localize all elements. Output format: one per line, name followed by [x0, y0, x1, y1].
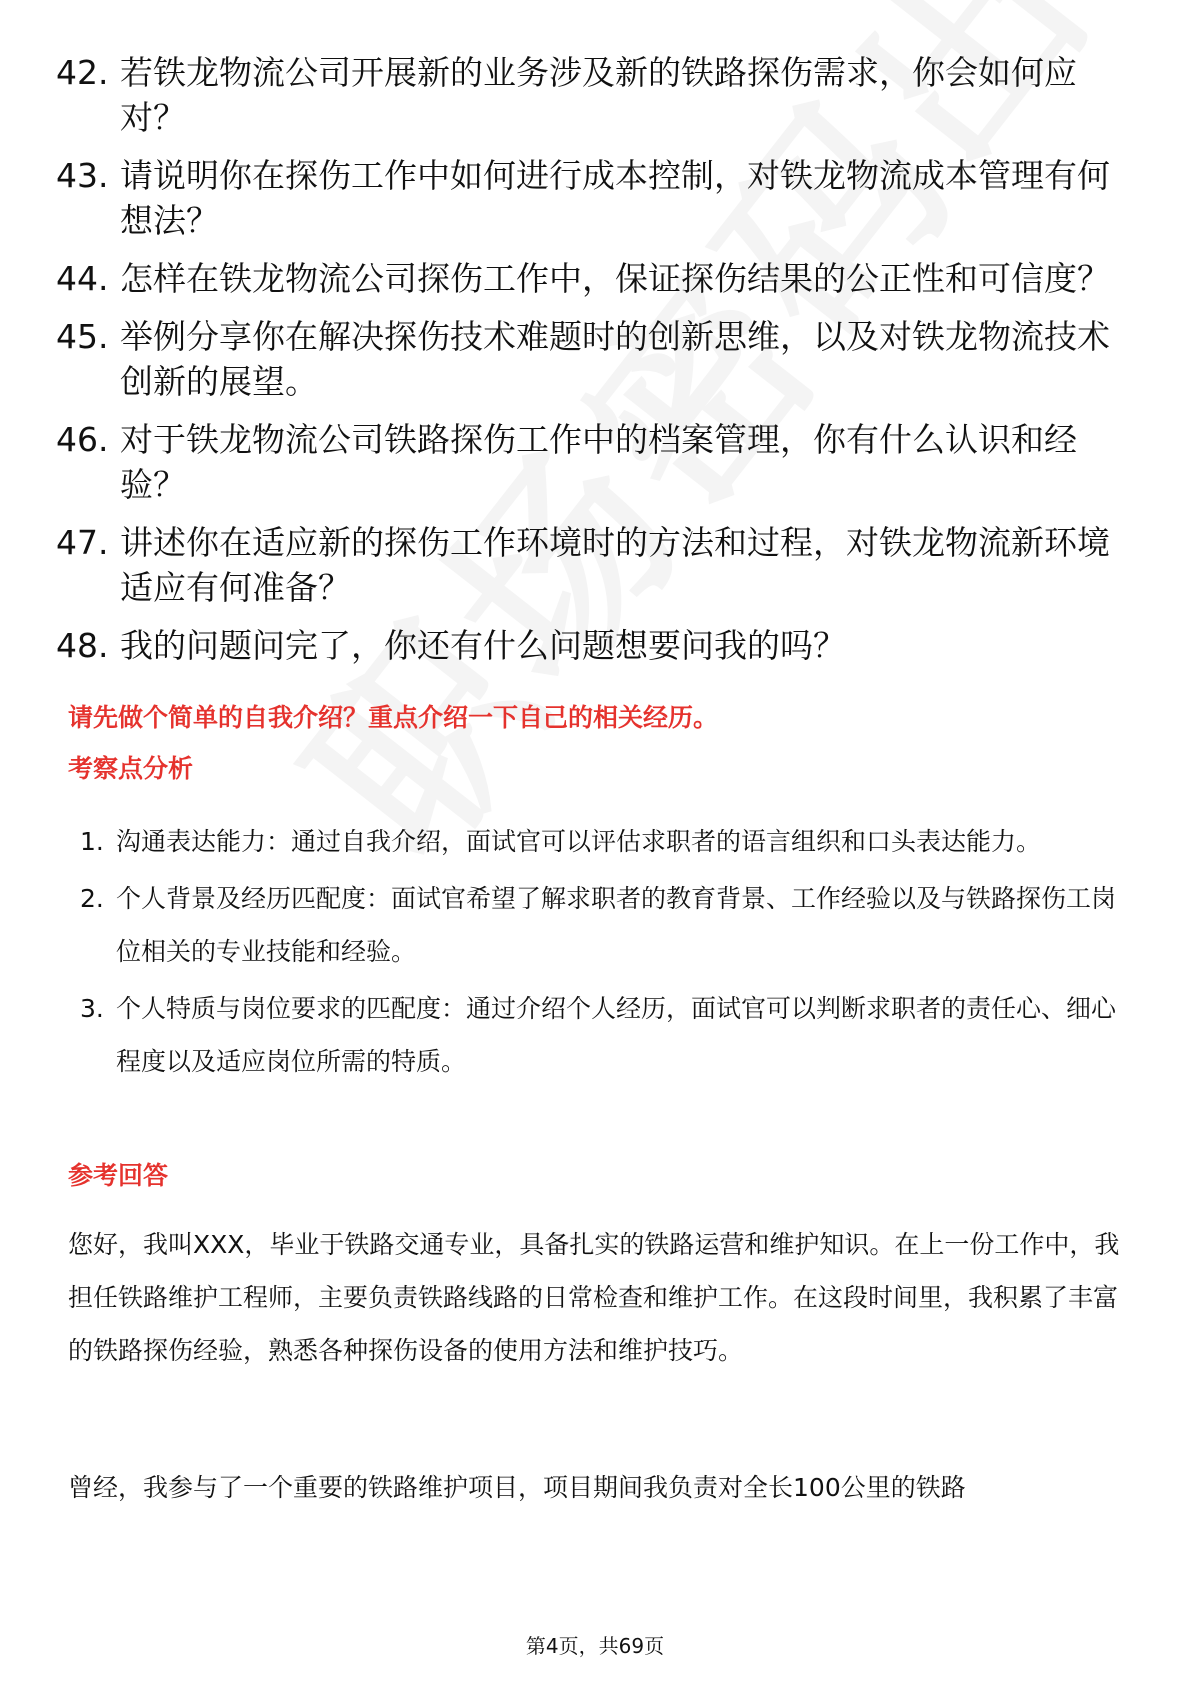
question-number: 43. — [56, 156, 109, 195]
analysis-number: 2. — [80, 884, 104, 913]
analysis-list — [80, 815, 1130, 1092]
page-footer: 第4页，共69页 — [525, 1634, 665, 1658]
analysis-text: 个人特质与岗位要求的匹配度：通过介绍个人经历，面试官可以判断求职者的责任心、细心程度以及适应岗位所需的特质。 — [116, 994, 1117, 1076]
answer-heading: 参考回答 — [68, 1161, 169, 1190]
question-item — [56, 417, 1136, 507]
question-text: 请说明你在探伤工作中如何进行成本控制，对铁龙物流成本管理有何想法？ — [120, 156, 1110, 240]
question-text: 怎样在铁龙物流公司探伤工作中，保证探伤结果的公正性和可信度？ — [120, 259, 1110, 298]
section-question-heading: 请先做个简单的自我介绍？重点介绍一下自己的相关经历。 — [68, 703, 719, 732]
analysis-number: 1. — [80, 827, 104, 856]
question-number: 47. — [56, 523, 109, 562]
analysis-item — [80, 815, 1130, 868]
analysis-number: 3. — [80, 994, 104, 1023]
question-number: 44. — [56, 259, 109, 298]
answer-paragraph: 曾经，我参与了一个重要的铁路维护项目，项目期间我负责对全长100公里的铁路 — [68, 1473, 966, 1502]
analysis-item — [80, 872, 1130, 978]
question-text: 我的问题问完了，你还有什么问题想要问我的吗？ — [120, 626, 846, 665]
question-number: 42. — [56, 53, 109, 92]
question-text: 若铁龙物流公司开展新的业务涉及新的铁路探伤需求，你会如何应对？ — [120, 53, 1077, 137]
question-item — [56, 256, 1136, 301]
question-text: 对于铁龙物流公司铁路探伤工作中的档案管理，你有什么认识和经验？ — [120, 420, 1077, 504]
answer-paragraph: 您好，我叫XXX，毕业于铁路交通专业，具备扎实的铁路运营和维护知识。在上一份工作中，我担任铁路维护工程师，主要负责铁路线路的日常检查和维护工作。在这段时间里，我积累了丰富的铁路探伤经验，熟悉各种探伤设备的使用方法和维护技巧。 — [68, 1230, 1120, 1365]
analysis-text: 个人背景及经历匹配度：面试官希望了解求职者的教育背景、工作经验以及与铁路探伤工岗位相关的专业技能和经验。 — [116, 884, 1117, 966]
question-list — [56, 50, 1136, 681]
question-item — [56, 50, 1136, 140]
question-item — [56, 623, 1136, 668]
question-item — [56, 314, 1136, 404]
analysis-text: 沟通表达能力：通过自我介绍，面试官可以评估求职者的语言组织和口头表达能力。 — [116, 827, 1042, 856]
analysis-item — [80, 982, 1130, 1088]
question-number: 46. — [56, 420, 109, 459]
question-number: 48. — [56, 626, 109, 665]
question-text: 举例分享你在解决探伤技术难题时的创新思维，以及对铁龙物流技术创新的展望。 — [120, 317, 1110, 401]
question-item — [56, 520, 1136, 610]
analysis-heading: 考察点分析 — [68, 754, 194, 783]
question-number: 45. — [56, 317, 109, 356]
question-item — [56, 153, 1136, 243]
question-text: 讲述你在适应新的探伤工作环境时的方法和过程，对铁龙物流新环境适应有何准备？ — [120, 523, 1110, 607]
